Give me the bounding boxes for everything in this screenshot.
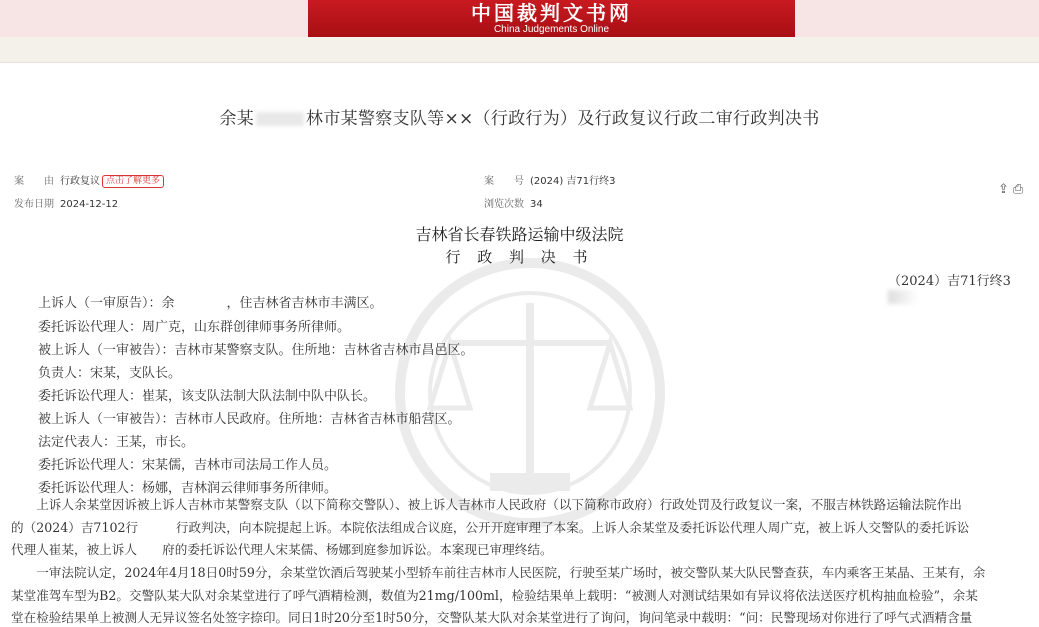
party-line: 委托诉讼代理人：宋某儒，吉林市司法局工作人员。: [38, 458, 338, 473]
publish-date-label: 发布日期: [14, 199, 54, 210]
case-number: [484, 172, 616, 187]
document-type: 行 政 判 决 书: [445, 248, 594, 266]
nav-bar: [0, 37, 1039, 63]
party-line: 上诉人（一审原告）：余 ，住吉林省吉林市丰满区。: [38, 296, 383, 311]
case-title-rest: 林市某警察支队等××（行政行为）及行政复议行政二审行政判决书: [306, 109, 820, 129]
site-banner[interactable]: [308, 0, 795, 37]
paragraph-line: 一审法院认定，2024年4月18日0时59分，余某堂饮酒后驾驶某小型轿车前往吉林市人民医院，行驶至某广场时，被交警队某大队民警查获，车内乘客王某晶、王某有，余: [11, 565, 986, 580]
party-line: 被上诉人（一审被告）：吉林市人民政府。住所地：吉林省吉林市船营区。: [38, 412, 461, 427]
view-count-value: 34: [530, 199, 543, 210]
toolbar: [998, 182, 1027, 197]
case-cause-value: 行政复议: [60, 176, 100, 187]
party-line: 被上诉人（一审被告）：吉林市某警察支队。住所地：吉林省吉林市昌邑区。: [38, 343, 474, 358]
paragraph-procedure: [11, 494, 1029, 562]
publish-date: [14, 195, 118, 210]
print-icon[interactable]: ⎙: [1012, 182, 1024, 197]
paragraph-line: 代理人崔某，被上诉人 府的委托诉讼代理人宋某儒、杨娜到庭参加诉讼。本案现已审理终结。: [11, 542, 553, 557]
case-title: [0, 104, 1039, 129]
document-number: [888, 270, 1039, 304]
redacted-block: [888, 290, 918, 304]
site-name-en: China Judgements Online: [493, 24, 610, 35]
paragraph-line: 某堂准驾车型为B2。交警队某大队对余某堂进行了呼气酒精检测，数值为21mg/100ml，检验结果单上载明：“被测人对测试结果如有异议将依法送医疗机构抽血检验”，余某: [11, 587, 978, 603]
banner-right-band: [795, 0, 1039, 37]
court-name: 吉林省长春铁路运输中级法院: [415, 225, 624, 244]
learn-more-tag[interactable]: 点击了解更多: [102, 175, 164, 188]
party-line: 委托诉讼代理人：杨娜，吉林润云律师事务所律师。: [38, 481, 338, 496]
party-line: 负责人：宋某，支队长。: [38, 366, 182, 381]
paragraph-line: 上诉人余某堂因诉被上诉人吉林市某警察支队（以下简称交警队）、被上诉人吉林市人民政府（以下简称市政府）行政处罚及行政复议一案，不服吉林铁路运输法院作出: [11, 497, 962, 512]
site-name-cn: 中国裁判文书网: [471, 1, 632, 25]
banner-left-band: [0, 0, 308, 37]
case-cause: [14, 172, 164, 188]
redacted-block: [256, 112, 304, 126]
case-number-value: (2024) 吉71行终3: [530, 176, 616, 187]
view-count: [484, 195, 543, 210]
case-title-prefix: 余某: [219, 109, 255, 129]
publish-date-value: 2024-12-12: [60, 199, 119, 210]
party-line: 委托诉讼代理人：崔某，该支队法制大队法制中队中队长。: [38, 389, 377, 404]
view-count-label: 浏览次数: [484, 199, 524, 210]
share-icon[interactable]: ⇪: [998, 182, 1009, 197]
paragraph-line: 的（2024）吉7102行 行政判决，向本院提起上诉。本院依法组成合议庭，公开开庭审理了本案。上诉人余某堂及委托诉讼代理人周广克，被上诉人交警队的委托诉讼: [11, 519, 970, 535]
party-line: 法定代表人：王某，市长。: [38, 435, 195, 450]
case-number-label: 案 号: [484, 176, 524, 187]
case-cause-label: 案 由: [14, 176, 54, 187]
document-number-text: （2024）吉71行终3: [888, 274, 1011, 289]
paragraph-line: 堂在检验结果单上被测人无异议签名处签字捺印。同日1时20分至1时50分，交警队某大队对余某堂进行了询问，询问笔录中载明：“问：民警现场对你进行了呼气式酒精含量: [11, 610, 973, 625]
party-line: 委托诉讼代理人：周广克，山东群创律师事务所律师。: [38, 320, 351, 335]
paragraph-findings: [11, 562, 1029, 627]
